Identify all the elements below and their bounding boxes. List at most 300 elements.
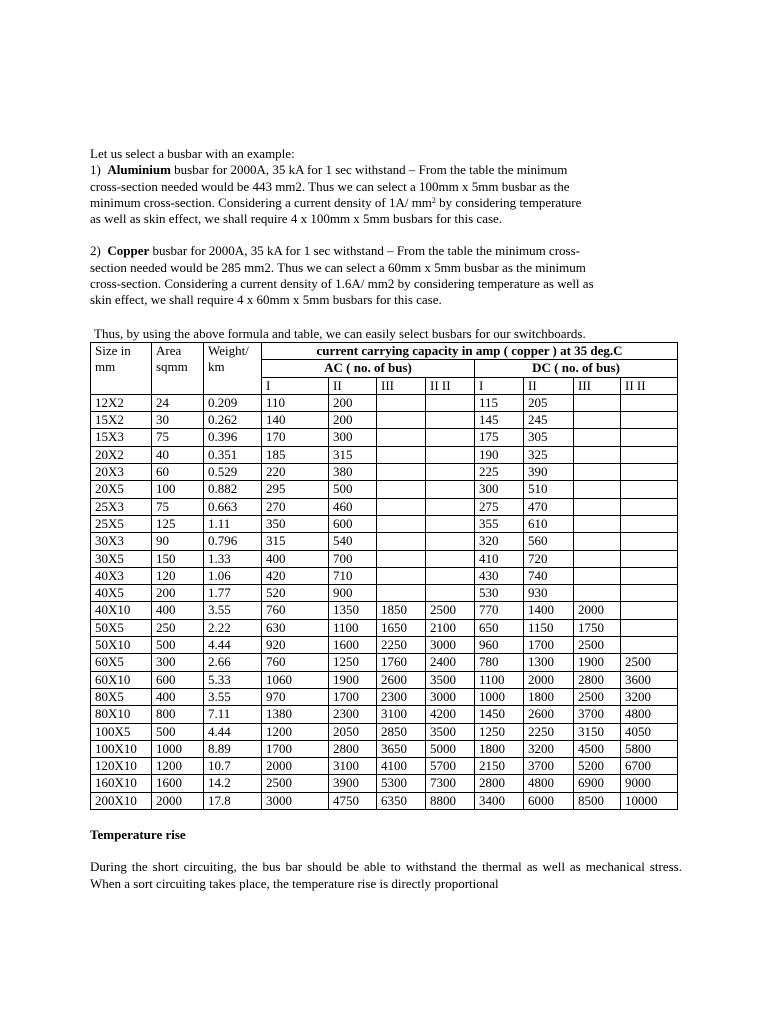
table-cell (621, 429, 678, 446)
table-row (91, 515, 678, 532)
table-row (91, 394, 678, 411)
table-cell: 5700 (426, 758, 475, 775)
table-cell: 2150 (475, 758, 524, 775)
example-1-text: busbar for 2000A, 35 kA for 1 sec withstand – From the table the minimum (170, 162, 568, 178)
table-cell: 1350 (329, 602, 377, 619)
table-cell: 150 (152, 550, 204, 567)
table-cell (621, 515, 678, 532)
table-cell: 2500 (262, 775, 329, 792)
table-cell: 3500 (426, 723, 475, 740)
table-cell: 200 (152, 585, 204, 602)
table-cell: 1800 (475, 740, 524, 757)
table-cell: 120 (152, 567, 204, 584)
table-cell (377, 446, 426, 463)
table-cell: 100X10 (91, 740, 152, 757)
table-cell: 0.209 (204, 394, 262, 411)
table-cell: 1600 (329, 637, 377, 654)
table-cell (377, 533, 426, 550)
table-cell: 300 (329, 429, 377, 446)
table-cell: 760 (262, 602, 329, 619)
table-cell: 1100 (329, 619, 377, 636)
table-cell: 4750 (329, 792, 377, 809)
table-cell (377, 464, 426, 481)
table-row (91, 775, 678, 792)
table-cell: 2850 (377, 723, 426, 740)
table-cell: 970 (262, 688, 329, 705)
table-cell (377, 550, 426, 567)
table-cell: 390 (524, 464, 574, 481)
table-row (91, 723, 678, 740)
table-cell: 900 (329, 585, 377, 602)
table-cell: 430 (475, 567, 524, 584)
example-2-number: 2) (90, 243, 108, 259)
table-cell: 610 (524, 515, 574, 532)
table-cell: 1300 (524, 654, 574, 671)
table-cell: 160X10 (91, 775, 152, 792)
example-1-line-4: as well as skin effect, we shall require 4 x 100mm x 5mm busbars for this case. (90, 211, 503, 227)
table-cell: 2.22 (204, 619, 262, 636)
example-1-line-3b: by considering temperature (435, 194, 582, 210)
table-cell (621, 585, 678, 602)
table-cell: 12X2 (91, 394, 152, 411)
table-cell: 1750 (574, 619, 621, 636)
table-cell: 355 (475, 515, 524, 532)
table-cell: 1200 (152, 758, 204, 775)
table-cell: 305 (524, 429, 574, 446)
table-cell: 2250 (524, 723, 574, 740)
busbar-table (90, 342, 678, 810)
table-cell: 190 (475, 446, 524, 463)
table-cell: 3700 (524, 758, 574, 775)
table-cell: 175 (475, 429, 524, 446)
table-cell: 1.11 (204, 515, 262, 532)
table-cell: 2500 (621, 654, 678, 671)
example-2-line-3: cross-section. Considering a current density of 1.6A/ mm2 by considering temperature as well as (90, 276, 594, 292)
table-cell (377, 567, 426, 584)
example-2-line-2: section needed would be 285 mm2. Thus we can select a 60mm x 5mm busbar as the minimum (90, 259, 586, 275)
table-cell: 3100 (329, 758, 377, 775)
table-cell: 2000 (524, 671, 574, 688)
table-cell: 0.796 (204, 533, 262, 550)
example-2-bold: Copper (107, 243, 150, 259)
table-cell: 500 (152, 723, 204, 740)
table-cell: 630 (262, 619, 329, 636)
table-cell: 1700 (262, 740, 329, 757)
table-cell: 2250 (377, 637, 426, 654)
table-cell: 540 (329, 533, 377, 550)
table-cell: 1060 (262, 671, 329, 688)
table-cell: 115 (475, 394, 524, 411)
table-cell: 530 (475, 585, 524, 602)
example-1-line-3 (90, 195, 682, 211)
sub-header: II II (621, 377, 678, 394)
table-cell: 4500 (574, 740, 621, 757)
table-cell: 960 (475, 637, 524, 654)
table-cell (377, 515, 426, 532)
table-cell: 225 (475, 464, 524, 481)
table-cell (426, 567, 475, 584)
table-cell: 145 (475, 412, 524, 429)
table-cell (426, 412, 475, 429)
table-cell: 10000 (621, 792, 678, 809)
table-cell: 6000 (524, 792, 574, 809)
table-cell: 6900 (574, 775, 621, 792)
table-cell: 75 (152, 429, 204, 446)
table-cell: 50X10 (91, 637, 152, 654)
table-cell: 700 (329, 550, 377, 567)
table-cell: 275 (475, 498, 524, 515)
table-row (91, 637, 678, 654)
table-cell: 3500 (426, 671, 475, 688)
table-cell: 560 (524, 533, 574, 550)
table-cell (621, 498, 678, 515)
table-cell: 930 (524, 585, 574, 602)
table-cell: 710 (329, 567, 377, 584)
table-cell: 200 (329, 394, 377, 411)
table-row (91, 671, 678, 688)
table-row (91, 412, 678, 429)
table-cell: 1.06 (204, 567, 262, 584)
table-body (91, 394, 678, 809)
sub-header: I (262, 377, 329, 394)
example-1-line-3a: minimum cross-section. Considering a current density of 1A/ mm (90, 194, 432, 210)
table-cell: 1400 (524, 602, 574, 619)
table-cell: 2.66 (204, 654, 262, 671)
header-ac: AC ( no. of bus) (262, 360, 475, 377)
table-cell (426, 446, 475, 463)
table-cell: 1250 (475, 723, 524, 740)
table-row (91, 481, 678, 498)
table-cell: 400 (152, 602, 204, 619)
table-cell: 40X5 (91, 585, 152, 602)
table-cell: 270 (262, 498, 329, 515)
table-cell: 1700 (329, 688, 377, 705)
table-cell: 205 (524, 394, 574, 411)
table-cell: 245 (524, 412, 574, 429)
table-cell: 5300 (377, 775, 426, 792)
table-cell: 410 (475, 550, 524, 567)
table-cell: 120X10 (91, 758, 152, 775)
table-cell: 760 (262, 654, 329, 671)
table-cell: 170 (262, 429, 329, 446)
sub-header: III (574, 377, 621, 394)
table-cell: 5000 (426, 740, 475, 757)
intro-line: Let us select a busbar with an example: (90, 146, 295, 161)
superscript: 2 (431, 195, 436, 205)
table-cell: 25X5 (91, 515, 152, 532)
table-cell: 460 (329, 498, 377, 515)
header-size: Size in mm (91, 342, 152, 394)
table-cell (426, 550, 475, 567)
sub-header: II II (426, 377, 475, 394)
table-row (91, 429, 678, 446)
table-cell: 6700 (621, 758, 678, 775)
table-cell: 2500 (426, 602, 475, 619)
table-cell: 500 (329, 481, 377, 498)
table-cell (574, 481, 621, 498)
table-cell (574, 585, 621, 602)
table-cell: 3200 (621, 688, 678, 705)
sub-header: I (475, 377, 524, 394)
table-cell (621, 464, 678, 481)
table-cell: 300 (152, 654, 204, 671)
header-dc: DC ( no. of bus) (475, 360, 678, 377)
table-cell: 60 (152, 464, 204, 481)
table-cell: 40X3 (91, 567, 152, 584)
table-cell: 30X5 (91, 550, 152, 567)
table-cell: 50X5 (91, 619, 152, 636)
table-row (91, 602, 678, 619)
table-cell (574, 498, 621, 515)
table-row (91, 446, 678, 463)
table-cell: 920 (262, 637, 329, 654)
table-cell: 800 (152, 706, 204, 723)
temperature-paragraph: During the short circuiting, the bus bar should be able to withstand the thermal as well as mechanical stress. When a sort circuiting takes place, the temperature rise is directly proportional (90, 859, 682, 891)
table-cell: 420 (262, 567, 329, 584)
table-cell: 400 (262, 550, 329, 567)
table-cell (377, 498, 426, 515)
table-cell: 15X3 (91, 429, 152, 446)
table-cell: 2000 (152, 792, 204, 809)
table-cell: 295 (262, 481, 329, 498)
table-row (91, 550, 678, 567)
table-cell: 2800 (574, 671, 621, 688)
table-cell (426, 429, 475, 446)
table-cell: 20X2 (91, 446, 152, 463)
table-cell: 510 (524, 481, 574, 498)
table-cell: 4100 (377, 758, 426, 775)
table-cell: 520 (262, 585, 329, 602)
table-cell (426, 464, 475, 481)
table-cell: 1100 (475, 671, 524, 688)
table-cell: 300 (475, 481, 524, 498)
table-cell: 80X10 (91, 706, 152, 723)
table-cell: 3650 (377, 740, 426, 757)
table-cell: 200 (329, 412, 377, 429)
table-cell: 1000 (152, 740, 204, 757)
table-cell: 30X3 (91, 533, 152, 550)
temperature-heading: Temperature rise (90, 826, 186, 842)
table-cell (621, 481, 678, 498)
example-1-bold: Aluminium (107, 162, 171, 178)
table-cell (377, 394, 426, 411)
table-cell: 470 (524, 498, 574, 515)
table-cell: 200X10 (91, 792, 152, 809)
table-cell: 4200 (426, 706, 475, 723)
table-cell: 1700 (524, 637, 574, 654)
table-cell (426, 585, 475, 602)
table-cell: 3.55 (204, 602, 262, 619)
table-cell: 7.11 (204, 706, 262, 723)
example-1-number: 1) (90, 162, 108, 178)
table-row (91, 464, 678, 481)
table-cell: 0.396 (204, 429, 262, 446)
table-cell (574, 515, 621, 532)
table-cell: 600 (329, 515, 377, 532)
table-cell: 125 (152, 515, 204, 532)
table-row (91, 619, 678, 636)
table-cell: 1900 (574, 654, 621, 671)
table-cell (377, 585, 426, 602)
table-cell: 780 (475, 654, 524, 671)
table-cell: 2600 (377, 671, 426, 688)
table-cell: 3400 (475, 792, 524, 809)
table-cell: 770 (475, 602, 524, 619)
table-cell: 4.44 (204, 723, 262, 740)
table-cell: 25X3 (91, 498, 152, 515)
table-cell: 24 (152, 394, 204, 411)
table-cell: 740 (524, 567, 574, 584)
header-area: Area sqmm (152, 342, 204, 394)
table-cell: 3200 (524, 740, 574, 757)
table-cell: 5800 (621, 740, 678, 757)
table-cell: 60X10 (91, 671, 152, 688)
table-cell (377, 412, 426, 429)
table-cell: 75 (152, 498, 204, 515)
table-cell: 1200 (262, 723, 329, 740)
example-2-text: busbar for 2000A, 35 kA for 1 sec withstand – From the table the minimum cross- (149, 243, 580, 259)
table-cell: 8500 (574, 792, 621, 809)
table-cell: 100 (152, 481, 204, 498)
table-cell: 2100 (426, 619, 475, 636)
table-cell: 1450 (475, 706, 524, 723)
table-cell: 80X5 (91, 688, 152, 705)
table-cell (574, 533, 621, 550)
header-weight: Weight/ km (204, 342, 262, 394)
table-cell: 500 (152, 637, 204, 654)
table-cell: 4.44 (204, 637, 262, 654)
table-cell: 1.77 (204, 585, 262, 602)
table-row (91, 654, 678, 671)
table-cell: 250 (152, 619, 204, 636)
table-cell: 1.33 (204, 550, 262, 567)
table-cell: 14.2 (204, 775, 262, 792)
table-cell: 8.89 (204, 740, 262, 757)
table-cell: 1380 (262, 706, 329, 723)
table-cell: 2300 (377, 688, 426, 705)
table-cell: 2800 (475, 775, 524, 792)
table-cell: 0.262 (204, 412, 262, 429)
table-cell: 2000 (574, 602, 621, 619)
table-cell: 3000 (262, 792, 329, 809)
table-cell (621, 637, 678, 654)
table-cell: 4050 (621, 723, 678, 740)
table-cell: 1250 (329, 654, 377, 671)
table-cell: 4800 (524, 775, 574, 792)
table-cell: 15X2 (91, 412, 152, 429)
table-cell: 220 (262, 464, 329, 481)
table-row (91, 498, 678, 515)
table-row (91, 740, 678, 757)
table-cell: 325 (524, 446, 574, 463)
table-cell: 1600 (152, 775, 204, 792)
sub-header: II (329, 377, 377, 394)
table-cell: 20X5 (91, 481, 152, 498)
example-2-line-1 (90, 243, 682, 259)
table-cell: 7300 (426, 775, 475, 792)
table-cell: 90 (152, 533, 204, 550)
table-cell: 1150 (524, 619, 574, 636)
table-cell: 1760 (377, 654, 426, 671)
table-cell: 320 (475, 533, 524, 550)
table-cell: 2400 (426, 654, 475, 671)
table-cell (621, 567, 678, 584)
table-cell: 400 (152, 688, 204, 705)
table-cell (621, 619, 678, 636)
table-cell (621, 602, 678, 619)
table-cell: 2500 (574, 688, 621, 705)
table-cell: 4800 (621, 706, 678, 723)
table-cell (621, 412, 678, 429)
example-1-line-2: cross-section needed would be 443 mm2. Thus we can select a 100mm x 5mm busbar as the (90, 178, 570, 194)
table-cell (426, 481, 475, 498)
table-row (91, 706, 678, 723)
table-cell (426, 498, 475, 515)
table-cell (574, 394, 621, 411)
table-cell: 10.7 (204, 758, 262, 775)
table-cell (426, 394, 475, 411)
table-cell: 380 (329, 464, 377, 481)
table-row (91, 533, 678, 550)
table-cell (621, 533, 678, 550)
table-cell (574, 412, 621, 429)
table-cell (377, 481, 426, 498)
table-cell: 3000 (426, 637, 475, 654)
table-cell: 2050 (329, 723, 377, 740)
table-cell: 5200 (574, 758, 621, 775)
table-cell: 3150 (574, 723, 621, 740)
table-cell (574, 464, 621, 481)
sub-header: II (524, 377, 574, 394)
table-cell: 20X3 (91, 464, 152, 481)
table-row (91, 567, 678, 584)
table-cell: 30 (152, 412, 204, 429)
table-cell: 100X5 (91, 723, 152, 740)
table-cell: 3900 (329, 775, 377, 792)
table-cell: 110 (262, 394, 329, 411)
table-row (91, 688, 678, 705)
table-row (91, 792, 678, 809)
table-cell: 9000 (621, 775, 678, 792)
example-1-line-1 (90, 162, 682, 178)
table-cell: 2300 (329, 706, 377, 723)
table-cell: 0.529 (204, 464, 262, 481)
table-cell (574, 446, 621, 463)
table-cell: 3000 (426, 688, 475, 705)
table-cell (621, 446, 678, 463)
table-cell: 8800 (426, 792, 475, 809)
header-capacity: current carrying capacity in amp ( copper ) at 35 deg.C (262, 342, 678, 359)
table-cell: 5.33 (204, 671, 262, 688)
table-cell (426, 515, 475, 532)
table-cell: 40 (152, 446, 204, 463)
table-cell: 0.663 (204, 498, 262, 515)
table-cell: 1000 (475, 688, 524, 705)
table-cell: 140 (262, 412, 329, 429)
table-cell (574, 429, 621, 446)
table-cell: 6350 (377, 792, 426, 809)
table-cell: 1900 (329, 671, 377, 688)
table-cell: 1850 (377, 602, 426, 619)
table-cell (574, 550, 621, 567)
table-cell: 185 (262, 446, 329, 463)
table-cell (426, 533, 475, 550)
example-2-line-4: skin effect, we shall require 4 x 60mm x 5mm busbars for this case. (90, 292, 442, 308)
table-cell (621, 394, 678, 411)
document-page (90, 146, 682, 892)
table-cell: 650 (475, 619, 524, 636)
table-cell: 3100 (377, 706, 426, 723)
